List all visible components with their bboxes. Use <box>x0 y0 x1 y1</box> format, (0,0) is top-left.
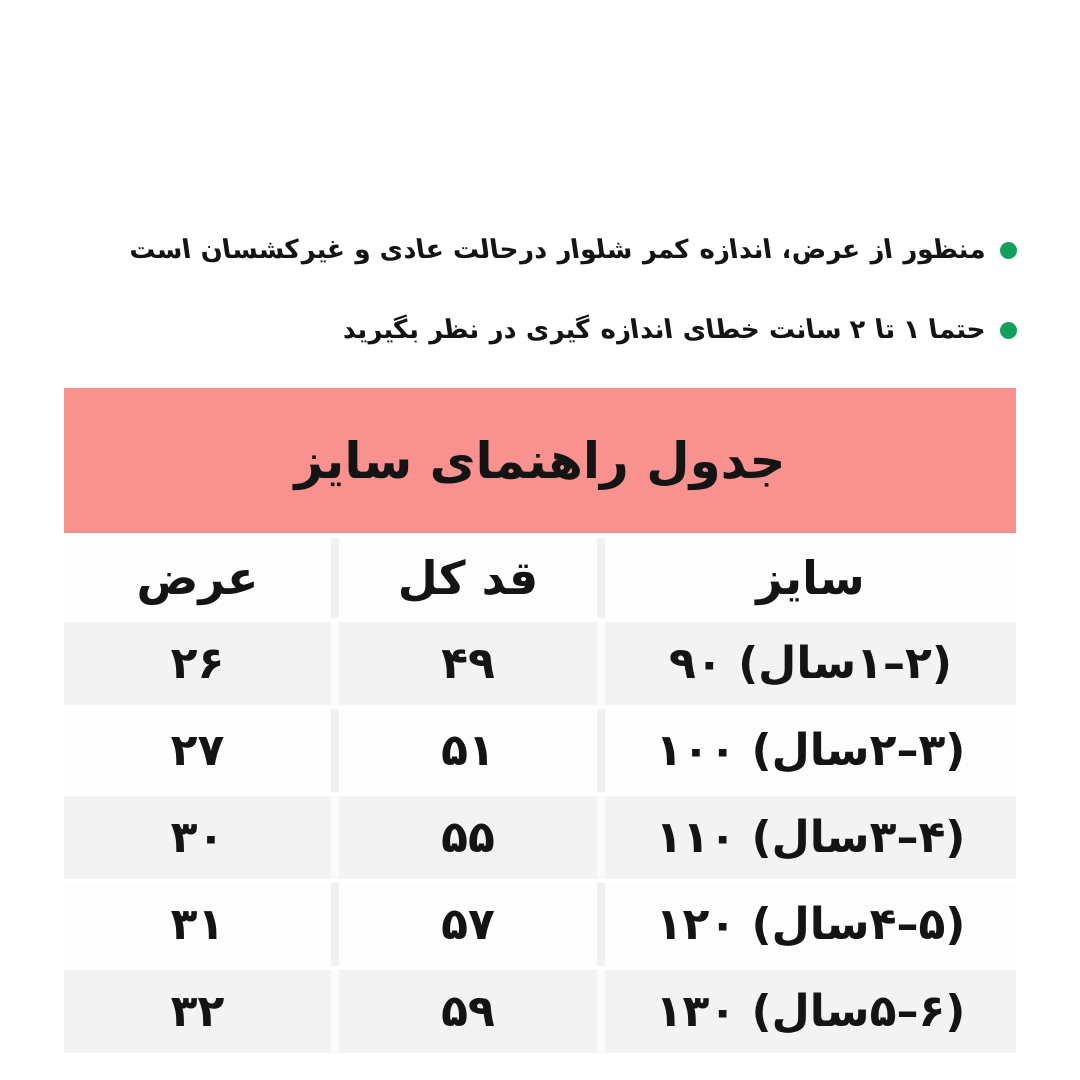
total-length-cell: ۵۵ <box>441 812 495 863</box>
table-row <box>64 622 1016 705</box>
column-divider <box>597 622 605 705</box>
size-guide-table <box>64 388 1016 1053</box>
note-row <box>129 307 1017 353</box>
total-length-cell: ۴۹ <box>441 638 495 689</box>
width-cell: ۳۱ <box>170 899 225 950</box>
size-cell: (۵–۴سال) ۱۲۰ <box>655 899 966 950</box>
width-cell: ۳۲ <box>170 986 225 1037</box>
table-row <box>64 883 1016 966</box>
column-divider <box>331 709 339 792</box>
column-divider <box>331 538 339 618</box>
table-title-bar <box>64 388 1016 533</box>
column-divider <box>597 796 605 879</box>
size-column-header: سایز <box>756 551 865 605</box>
size-cell: (۴–۳سال) ۱۱۰ <box>655 812 966 863</box>
table-row <box>64 709 1016 792</box>
table-header-row <box>64 538 1016 618</box>
note-text: حتما ۱ تا ۲ سانت خطای اندازه گیری در نظر بگیرید <box>339 315 988 345</box>
total-length-column-header: قد کل <box>397 551 539 605</box>
width-cell: ۲۶ <box>170 638 225 689</box>
column-divider <box>597 709 605 792</box>
column-divider <box>597 538 605 618</box>
table-row <box>64 796 1016 879</box>
column-divider <box>597 883 605 966</box>
table-body <box>64 622 1016 1053</box>
total-length-cell: ۵۷ <box>441 899 495 950</box>
bullet-dot-icon <box>1000 242 1017 259</box>
width-cell: ۲۷ <box>170 725 225 776</box>
table-title: جدول راهنمای سایز <box>294 431 786 490</box>
note-text: منظور از عرض، اندازه کمر شلوار درحالت عادی و غیرکشسان است <box>126 235 988 265</box>
table-row <box>64 970 1016 1053</box>
total-length-cell: ۵۱ <box>441 725 495 776</box>
size-cell: (۶–۵سال) ۱۳۰ <box>655 986 966 1037</box>
bullet-dot-icon <box>1000 322 1017 339</box>
total-length-cell: ۵۹ <box>441 986 495 1037</box>
width-cell: ۳۰ <box>170 812 225 863</box>
column-divider <box>597 970 605 1053</box>
width-column-header: عرض <box>136 551 259 605</box>
column-divider <box>331 622 339 705</box>
notes-section <box>126 227 1017 387</box>
note-row <box>126 227 1017 273</box>
size-cell: (۲–۱سال) ۹۰ <box>669 638 952 689</box>
size-cell: (۳–۲سال) ۱۰۰ <box>655 725 966 776</box>
column-divider <box>331 970 339 1053</box>
column-divider <box>331 883 339 966</box>
column-divider <box>331 796 339 879</box>
